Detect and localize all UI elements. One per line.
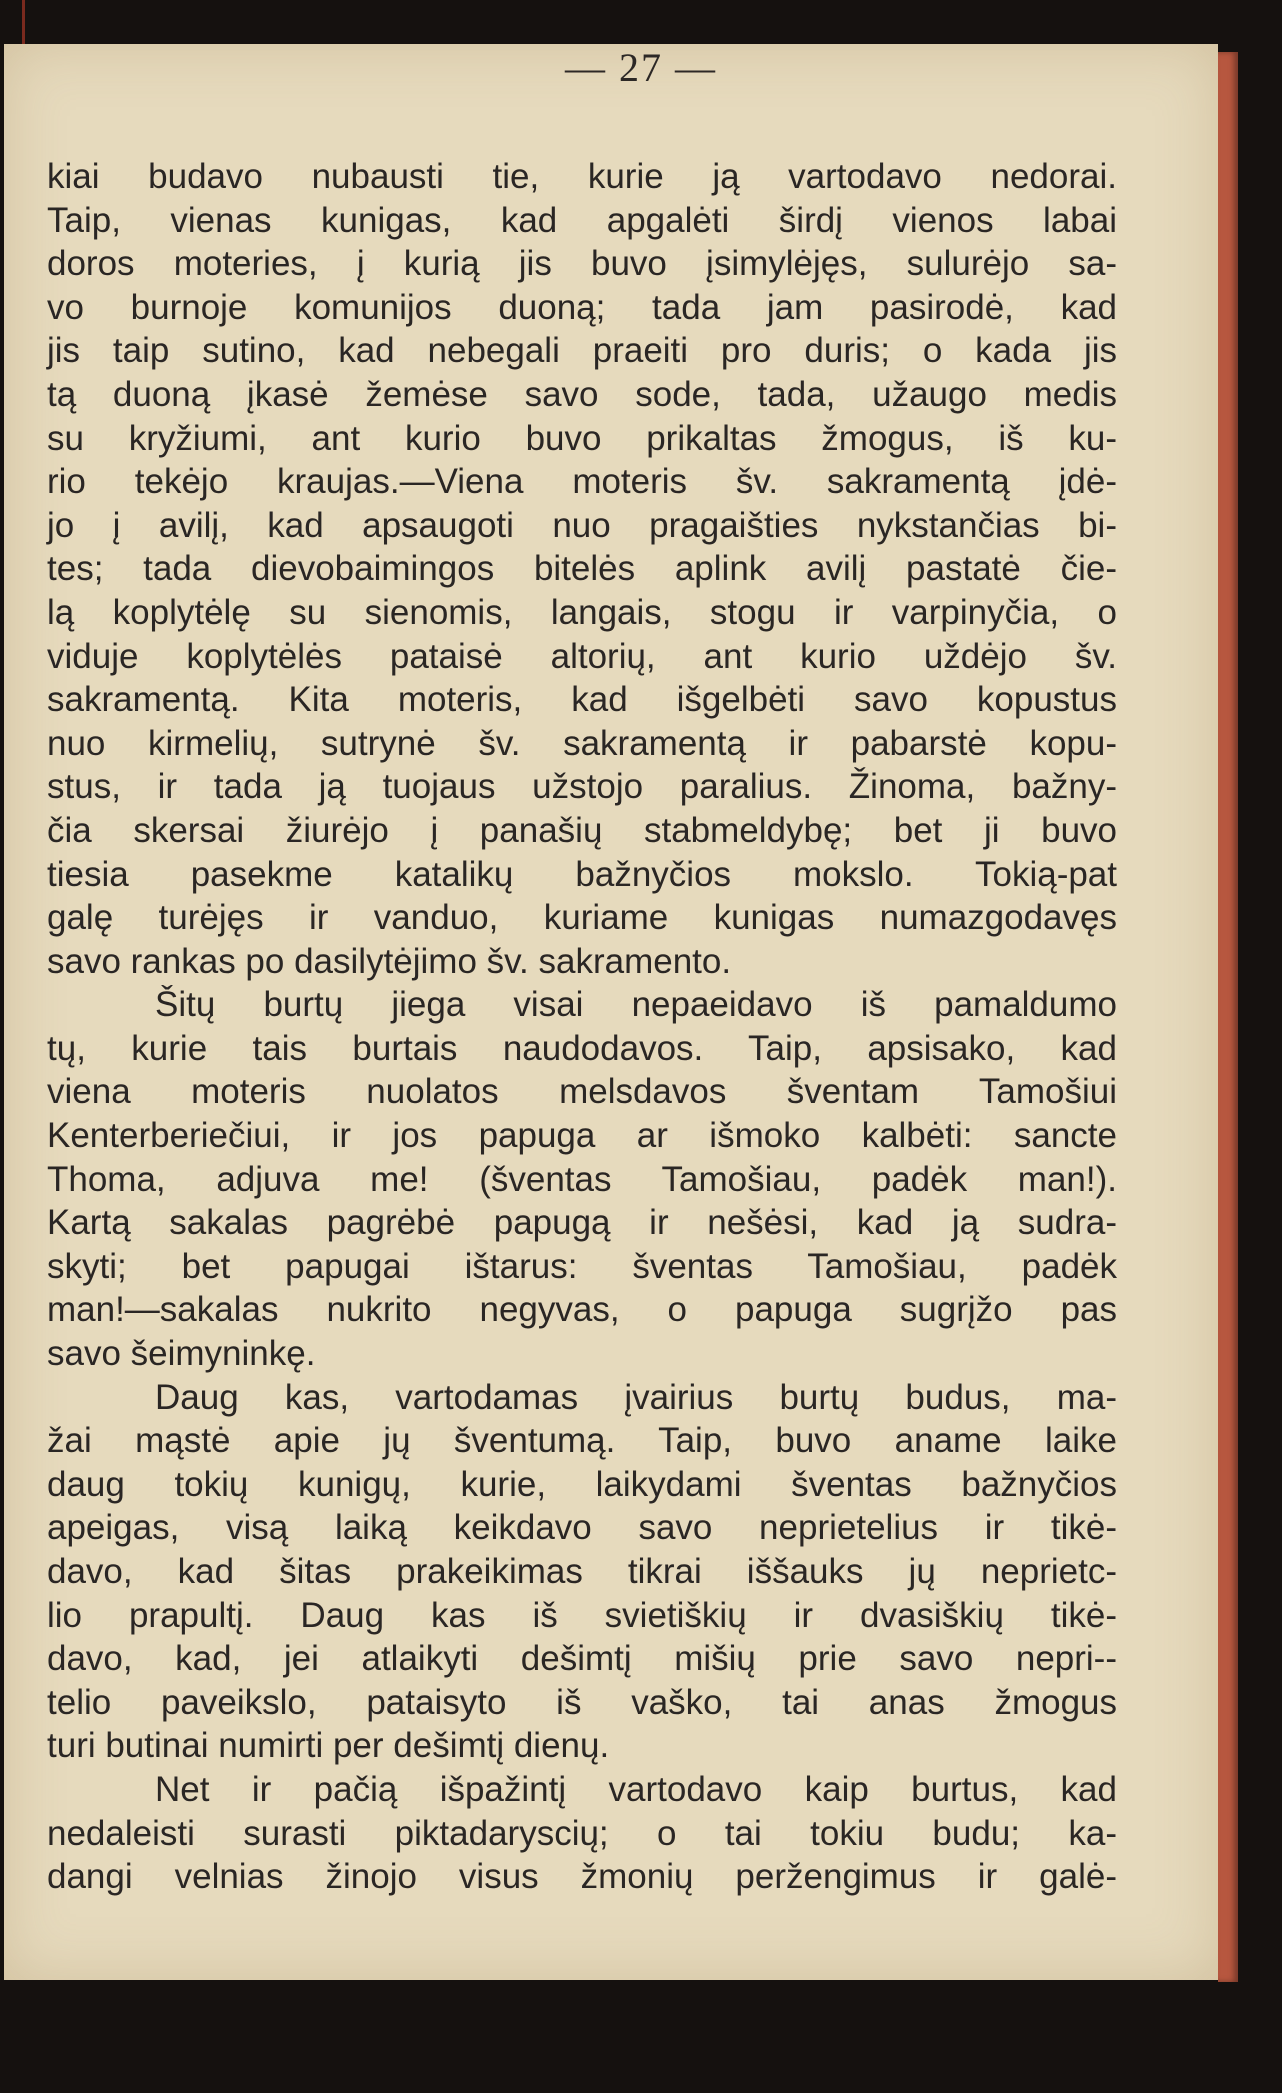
text-line: sakramentą. Kita moteris, kad išgelbėti savo kopustus [47, 680, 1117, 720]
text-line: rio tekėjo kraujas.—Viena moteris šv. sakramentą įdė- [47, 462, 1117, 502]
text-line: su kryžiumi, ant kurio buvo prikaltas žmogus, iš ku- [47, 418, 1117, 458]
text-line: nedaleisti surasti piktadaryscių; o tai tokiu budu; ka- [47, 1813, 1117, 1853]
text-line: vo burnoje komunijos duoną; tada jam pasirodė, kad [47, 287, 1117, 327]
text-line: lą koplytėlę su sienomis, langais, stogu ir varpinyčia, o [47, 592, 1117, 632]
body-text [47, 155, 1117, 1899]
text-line: lio prapultį. Daug kas iš svietiškių ir dvasiškių tikė- [47, 1595, 1117, 1635]
text-line: dangi velnias žinojo visus žmonių peržengimus ir galė- [47, 1857, 1117, 1897]
text-line: skyti; bet papugai ištarus: šventas Tamošiau, padėk [47, 1246, 1117, 1286]
text-line: viduje koplytėlės pataisė altorių, ant kurio uždėjo šv. [47, 636, 1117, 676]
text-line: Šitų burtų jiega visai nepaeidavo iš pamaldumo [155, 985, 1117, 1025]
text-line: Daug kas, vartodamas įvairius burtų budus, ma- [155, 1377, 1117, 1417]
text-line: turi butinai numirti per dešimtį dienų. [47, 1726, 610, 1766]
text-line: nuo kirmelių, sutrynė šv. sakramentą ir pabarstė kopu- [47, 723, 1117, 763]
text-line: kiai budavo nubausti tie, kurie ją vartodavo nedorai. [47, 157, 1117, 196]
text-line: tą duoną įkasė žemėse savo sode, tada, užaugo medis [47, 374, 1117, 414]
text-line: Taip, vienas kunigas, kad apgalėti širdį vienos labai [47, 200, 1117, 240]
text-line: doros moteries, į kurią jis buvo įsimylėjęs, sulurėjo sa- [47, 244, 1117, 284]
text-line: galę turėjęs ir vanduo, kuriame kunigas numazgodavęs [47, 898, 1117, 938]
text-line: jo į avilį, kad apsaugoti nuo pragaišties nykstančias bi- [47, 505, 1117, 545]
text-line: davo, kad, jei atlaikyti dešimtį mišių prie savo nepri-- [47, 1639, 1117, 1679]
book-spine-edge [22, 0, 25, 44]
text-line: savo rankas po dasilytėjimo šv. sakramento. [47, 941, 732, 981]
text-line: telio paveikslo, pataisyto iš vaško, tai anas žmogus [47, 1682, 1117, 1722]
text-line: man!—sakalas nukrito negyvas, o papuga sugrįžo pas [47, 1290, 1117, 1330]
page-red-edge [1218, 52, 1238, 1982]
text-line: viena moteris nuolatos melsdavos šventam Tamošiui [47, 1072, 1117, 1112]
text-line: jis taip sutino, kad nebegali praeiti pro duris; o kada jis [47, 331, 1117, 371]
text-line: Net ir pačią išpažintį vartodavo kaip burtus, kad [155, 1769, 1117, 1809]
text-line: savo šeimyninkę. [47, 1334, 316, 1374]
text-line: žai mąstė apie jų šventumą. Taip, buvo aname laike [47, 1421, 1117, 1461]
text-line: daug tokių kunigų, kurie, laikydami šventas bažnyčios [47, 1464, 1117, 1504]
text-line: tiesia pasekme katalikų bažnyčios mokslo. Tokią-pat [47, 854, 1117, 894]
text-line: Kenterberiečiui, ir jos papuga ar išmoko kalbėti: sancte [47, 1116, 1117, 1156]
page-number: — 27 — [565, 45, 717, 90]
text-line: tes; tada dievobaimingos bitelės aplink avilį pastatė čie- [47, 549, 1117, 589]
text-line: davo, kad šitas prakeikimas tikrai iššauks jų neprietc- [47, 1552, 1117, 1591]
text-line: Thoma, adjuva me! (šventas Tamošiau, padėk man!). [47, 1159, 1117, 1199]
text-line: tų, kurie tais burtais naudodavos. Taip, apsisako, kad [47, 1028, 1117, 1068]
text-line: čia skersai žiurėjo į panašių stabmeldybę; bet ji buvo [47, 810, 1117, 850]
text-line: apeigas, visą laiką keikdavo savo neprietelius ir tikė- [47, 1508, 1117, 1548]
text-line: stus, ir tada ją tuojaus užstojo paralius. Žinoma, bažny- [47, 767, 1117, 807]
text-line: Kartą sakalas pagrėbė papugą ir nešėsi, kad ją sudra- [47, 1203, 1117, 1243]
